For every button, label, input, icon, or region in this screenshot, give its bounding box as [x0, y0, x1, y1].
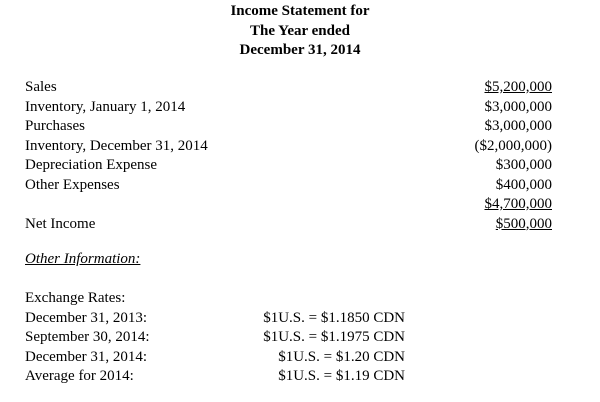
row-amount: $3,000,000 — [484, 98, 552, 115]
title-line-3: December 31, 2014 — [239, 42, 361, 58]
row-depreciation — [25, 156, 552, 176]
row-label: Inventory, December 31, 2014 — [25, 137, 208, 154]
row-label: Purchases — [25, 118, 85, 134]
rate-value: $1U.S. = $1.19 CDN — [278, 368, 405, 384]
row-inventory-start — [25, 98, 552, 118]
row-amount: $500,000 — [495, 215, 552, 232]
row-label: Inventory, January 1, 2014 — [25, 98, 186, 115]
row-inventory-end — [25, 137, 552, 157]
rate-value: $1U.S. = $1.1975 CDN — [263, 329, 405, 345]
title-line-2: The Year ended — [249, 22, 350, 39]
row-net-income — [25, 215, 552, 235]
rate-row — [25, 367, 405, 387]
row-amount: $5,200,000 — [484, 79, 552, 95]
exchange-rates-label-row — [25, 289, 405, 309]
exchange-rates-table — [25, 289, 405, 387]
row-label: Other Expenses — [25, 176, 120, 193]
income-statement-table — [25, 78, 552, 234]
row-label: Net Income — [25, 215, 96, 232]
row-total-expenses — [25, 195, 552, 215]
row-amount: $300,000 — [495, 157, 552, 173]
rate-date: Average for 2014: — [25, 368, 134, 384]
rate-value: $1U.S. = $1.20 CDN — [278, 348, 405, 365]
title-line-1: Income Statement for — [230, 3, 370, 19]
rate-date: September 30, 2014: — [25, 329, 150, 345]
row-purchases — [25, 117, 552, 137]
rate-date: December 31, 2013: — [25, 309, 148, 326]
rate-row — [25, 309, 405, 329]
statement-title — [150, 2, 450, 61]
row-amount: $400,000 — [495, 176, 552, 193]
row-amount: $4,700,000 — [484, 196, 552, 212]
rate-row — [25, 348, 405, 368]
rate-value: $1U.S. = $1.1850 CDN — [263, 309, 405, 326]
rate-date: December 31, 2014: — [25, 348, 148, 365]
other-information-heading: Other Information: — [25, 251, 141, 267]
rate-row — [25, 328, 405, 348]
row-amount: $3,000,000 — [484, 118, 552, 134]
row-label: Sales — [25, 79, 57, 95]
exchange-rates-label: Exchange Rates: — [25, 290, 126, 306]
row-other-expenses — [25, 176, 552, 196]
row-sales — [25, 78, 552, 98]
row-amount: ($2,000,000) — [474, 137, 552, 154]
row-label: Depreciation Expense — [25, 157, 158, 173]
